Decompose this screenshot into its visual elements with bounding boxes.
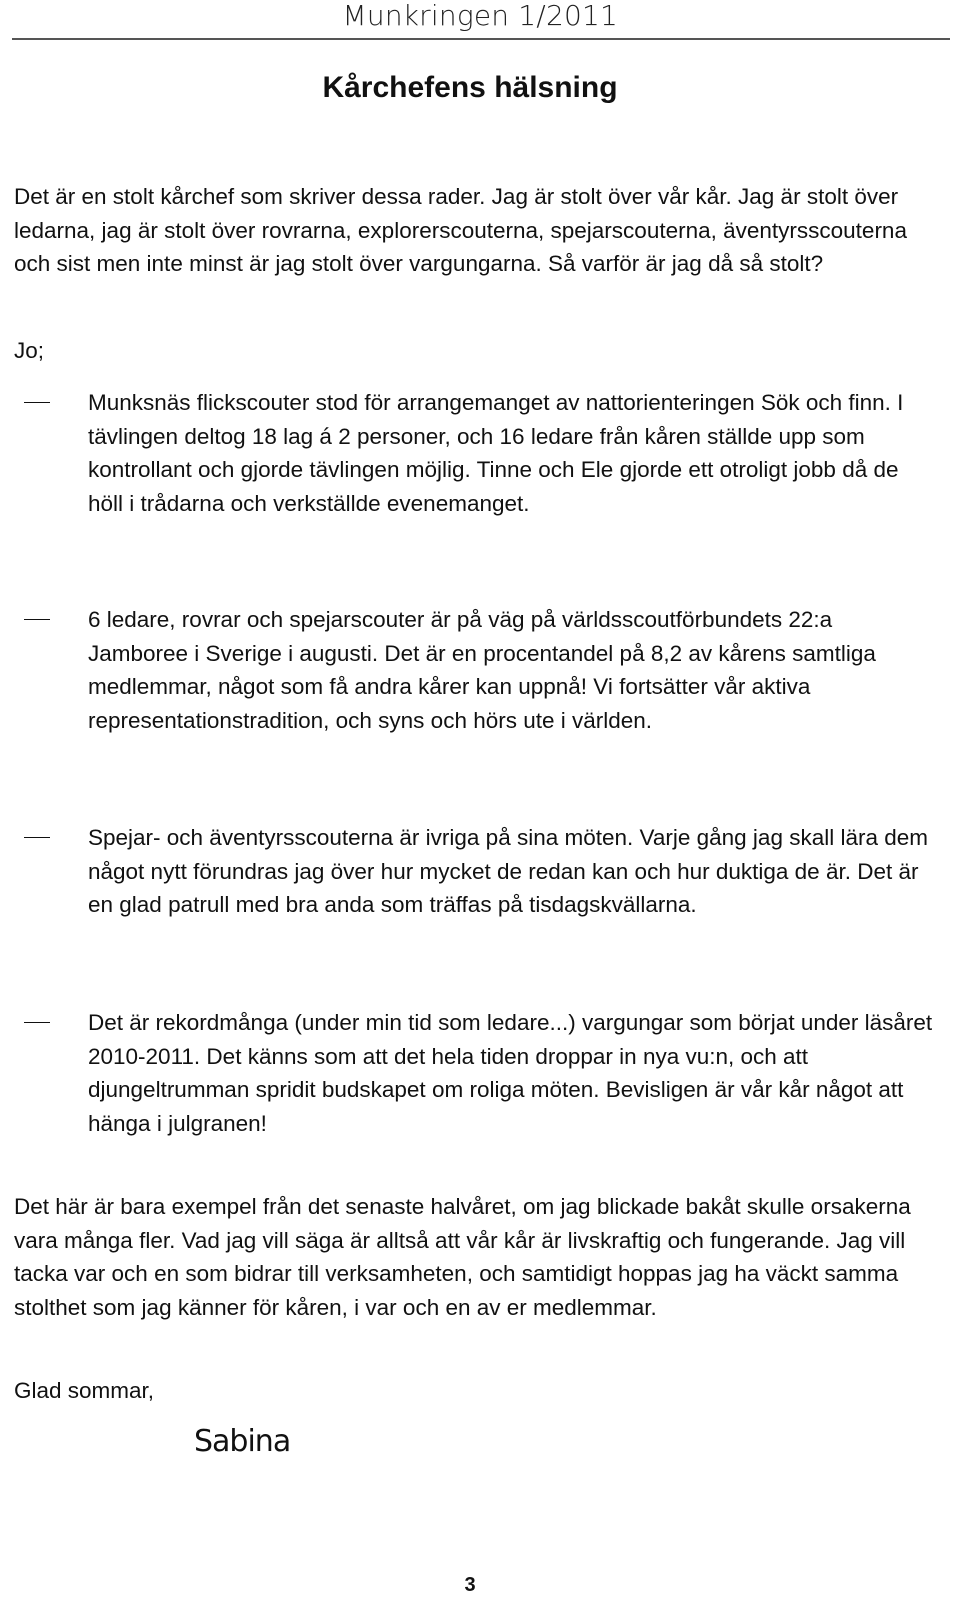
page-title: Kårchefens hälsning bbox=[322, 71, 618, 104]
list-item-text: Munksnäs flickscouter stod för arrangemanget av nattorienteringen Sök och finn. I tävlingen deltog 18 lag á 2 personer, och 16 ledare från kåren ställde upp som kontrollant och gjorde tävlingen möjlig. Tinne och Ele gjorde ett otroligt jobb då de höll i trådarna och verkställde evenemanget. bbox=[88, 390, 904, 516]
closing-paragraph: Det här är bara exempel från det senaste halvåret, om jag blickade bakåt skulle orsakerna vara många fler. Vad jag vill säga är alltså att vår kår är livskraftig och fungerande. Jag vill tacka var och en som bidrar till verksamheten, och samtidigt hoppas jag ha väckt samma stolthet som jag känner för kåren, i var och en av er medlemmar. bbox=[14, 1194, 911, 1320]
list-item-text: Det är rekordmånga (under min tid som ledare...) vargungar som börjat under läsåret 2010-2011. Det känns som att det hela tiden droppar in nya vu:n, och att djungeltrumman spridit budskapet om roliga möten. Bevisligen är vår kår något att hänga i julgranen! bbox=[88, 1010, 933, 1136]
dash-bullet-icon bbox=[24, 619, 50, 620]
intro-paragraph: Det är en stolt kårchef som skriver dessa rader. Jag är stolt över vår kår. Jag är stolt över ledarna, jag är stolt över rovrarna, explorerscouterna, spejarscouterna, äventyrsscouterna och sist men inte minst är jag stolt över vargungarna. Så varför är jag då så stolt? bbox=[14, 184, 907, 276]
signature: Sabina bbox=[194, 1424, 291, 1459]
dash-bullet-icon bbox=[24, 837, 50, 838]
page-number: 3 bbox=[464, 1574, 476, 1596]
jo-paragraph: Jo; bbox=[14, 338, 45, 363]
dash-bullet-icon bbox=[24, 1022, 50, 1023]
greeting: Glad sommar, bbox=[14, 1378, 155, 1403]
list-item-text: 6 ledare, rovrar och spejarscouter är på väg på världsscoutförbundets 22:a Jamboree i Sverige i augusti. Det är en procentandel på 8,2 av kårens samtliga medlemmar, något som få andra kårer kan uppnå! Vi fortsätter vår aktiva representationstradition, och syns och hörs ute i världen. bbox=[88, 607, 876, 733]
header-divider bbox=[12, 38, 950, 40]
publication-header: Munkringen 1/2011 bbox=[342, 0, 618, 32]
dash-bullet-icon bbox=[24, 402, 50, 403]
list-item-text: Spejar- och äventyrsscouterna är ivriga på sina möten. Varje gång jag skall lära dem något nytt förundras jag över hur mycket de redan kan och hur duktiga de är. Det är en glad patrull med bra anda som träffas på tisdagskvällarna. bbox=[88, 825, 929, 917]
